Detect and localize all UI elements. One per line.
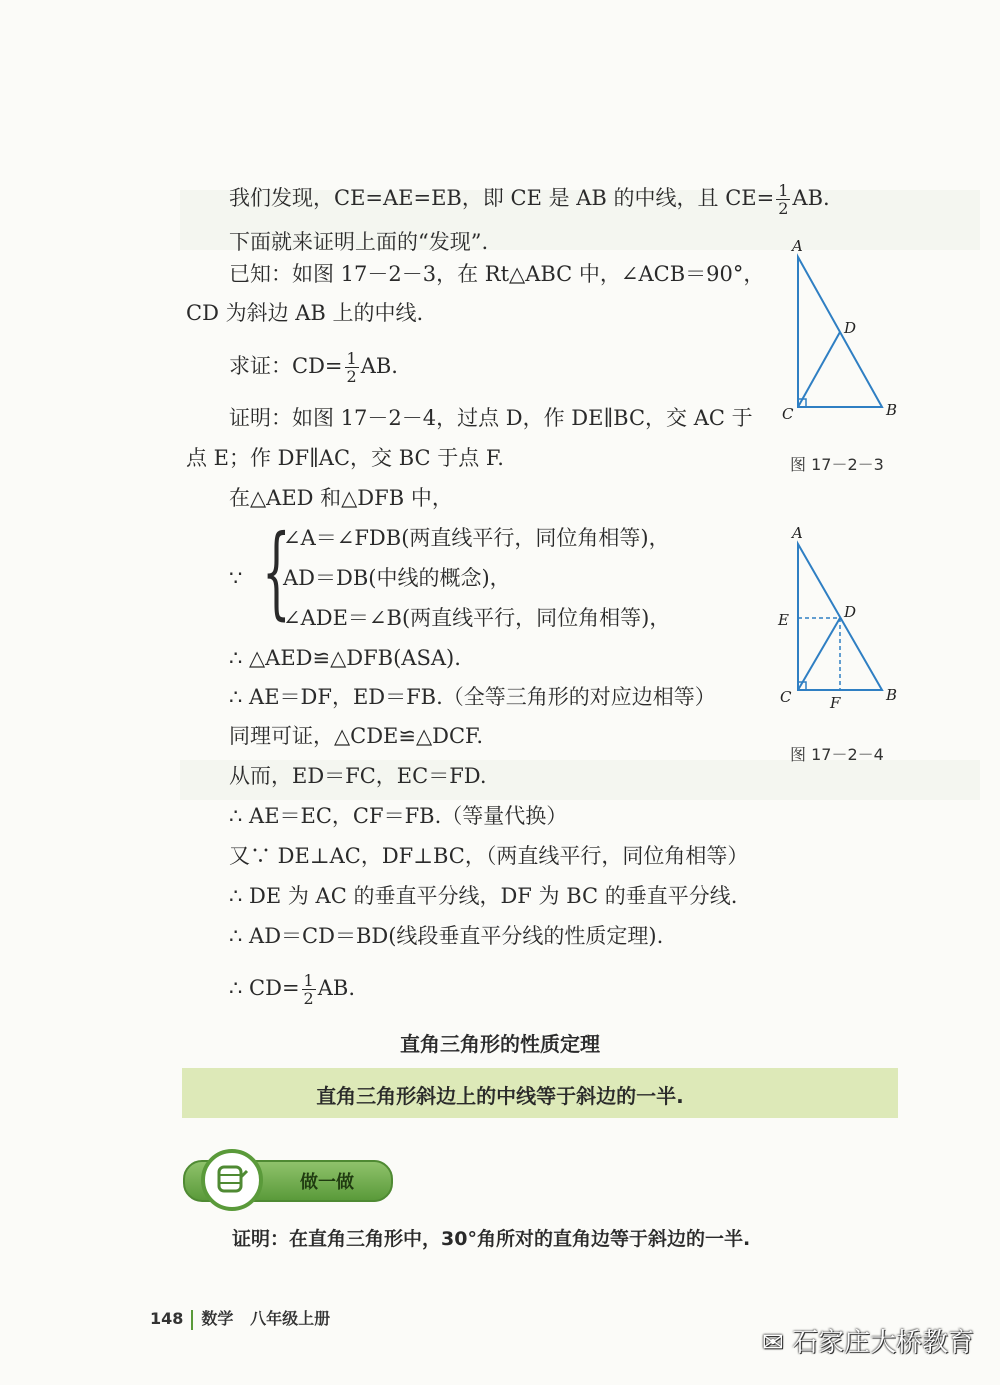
fraction-half: $\frac{1}{2}$ [303,971,314,1008]
label-c: C [780,688,792,706]
text-line-7: 点 E；作 DF∥AC，交 BC 于点 F. [186,446,504,470]
wechat-icon: ✉ [762,1328,784,1358]
figure-caption-2: 图 17－2－4 [790,745,884,764]
page-footer [150,1306,330,1330]
hand-icon [201,1149,263,1211]
text-line-4: CD 为斜边 AB 上的中线. [186,301,424,325]
footer-divider [191,1310,193,1330]
label-f: F [830,694,841,712]
text-line-14: 又∵ DE⊥AC，DF⊥BC，（两直线平行，同位角相等） [229,844,749,868]
task-text: 证明：在直角三角形中，30°角所对的直角边等于斜边的一半. [232,1228,751,1250]
label-d: D [844,603,857,621]
grade: 八年级上册 [250,1309,331,1328]
condition-2: AD＝DB(中线的概念)， [283,566,511,590]
text-line-2: 下面就来证明上面的“发现”. [229,230,489,254]
section-title: 直角三角形的性质定理 [400,1032,600,1056]
text-line-6: 证明：如图 17－2－4，过点 D，作 DE∥BC，交 AC 于 [229,406,753,430]
text-line-17: ∴ CD= $\frac{1}{2}$ AB. [229,971,356,1008]
text-line-16: ∴ AD＝CD＝BD(线段垂直平分线的性质定理). [229,924,664,948]
figure-17-2-3 [770,235,910,435]
label-d: D [844,319,857,337]
left-brace: { [262,513,291,630]
page-number: 148 [150,1309,184,1328]
fraction-half: $\frac{1}{2}$ [778,181,789,218]
text-line-10: ∴ AE＝DF，ED＝FB.（全等三角形的对应边相等） [229,685,716,709]
because-symbol: ∵ [229,566,243,590]
label-c: C [782,405,794,423]
text-line-5: 求证：CD= $\frac{1}{2}$ AB. [229,349,398,386]
text-line-1: 我们发现，CE=AE=EB，即 CE 是 AB 的中线，且 CE= $\frac{1}{2}$ AB. [229,181,830,218]
figure-17-2-4 [770,522,910,722]
subject: 数学 [201,1309,234,1328]
figure-caption-1: 图 17－2－3 [790,455,884,474]
text-line-9: ∴ △AED≌△DFB(ASA). [229,646,461,670]
text-line-3: 已知：如图 17－2－3，在 Rt△ABC 中，∠ACB＝90°， [229,262,765,286]
fraction-half: $\frac{1}{2}$ [346,349,357,386]
theorem-text: 直角三角形斜边上的中线等于斜边的一半. [316,1084,684,1108]
label-e: E [778,611,789,629]
text-line-13: ∴ AE＝EC，CF＝FB.（等量代换） [229,804,568,828]
label-b: B [886,401,898,419]
watermark: ✉ 石家庄大桥教育 [762,1328,975,1358]
median-cd [798,618,840,690]
condition-1: ∠A＝∠FDB(两直线平行，同位角相等)， [283,526,670,550]
median-cd [798,332,840,407]
do-it-label: 做一做 [300,1172,354,1193]
text-line-15: ∴ DE 为 AC 的垂直平分线，DF 为 BC 的垂直平分线. [229,884,738,908]
condition-3: ∠ADE＝∠B(两直线平行，同位角相等)， [283,606,671,630]
text-line-8: 在△AED 和△DFB 中， [229,486,453,510]
label-a: A [792,237,803,255]
label-a: A [792,524,803,542]
text-line-12: 从而，ED＝FC，EC＝FD. [229,764,487,788]
text-line-11: 同理可证，△CDE≌△DCF. [229,724,484,748]
label-b: B [886,686,898,704]
